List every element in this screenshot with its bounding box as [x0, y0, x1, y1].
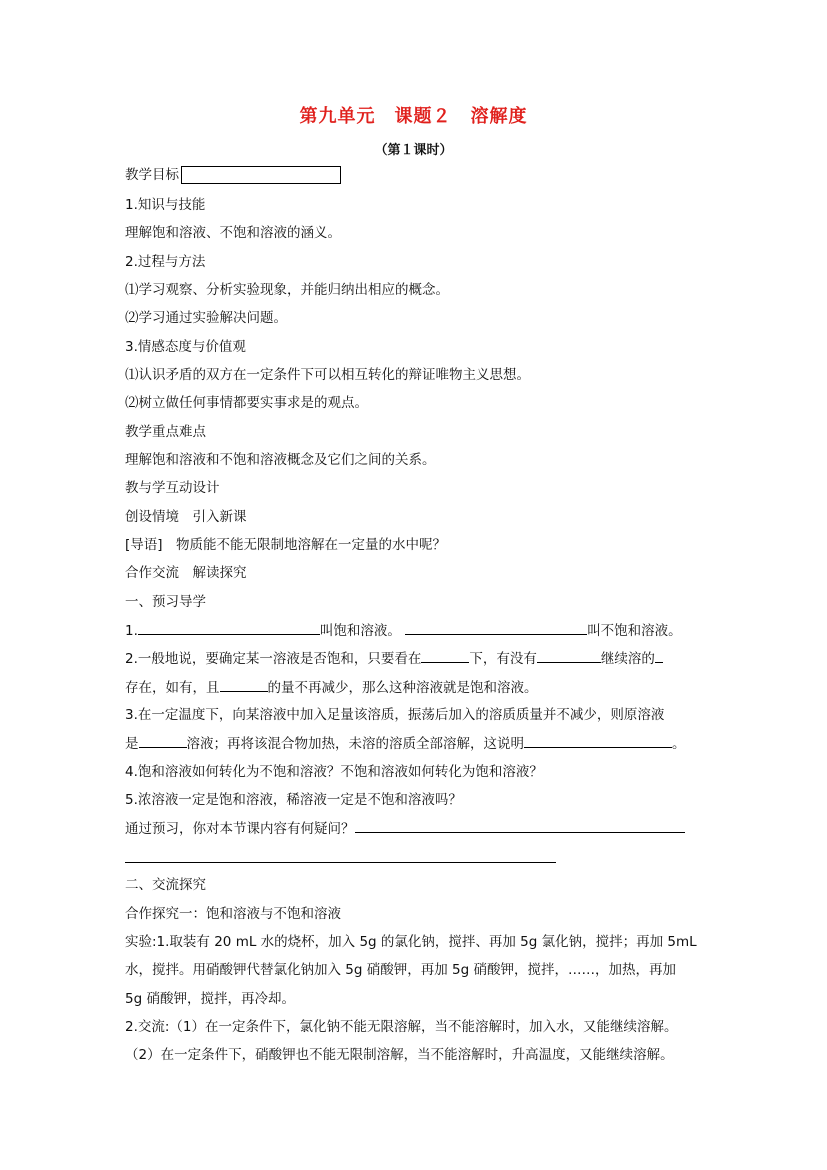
question-1: 1. 叫饱和溶液。 叫不饱和溶液。 [125, 620, 682, 641]
text-line: ⑵学习通过实验解决问题。 [125, 310, 287, 326]
exchange-text: 2.交流:（1）在一定条件下，氯化钠不能无限溶解，当不能溶解时，加入水，又能继续溶解。 [125, 1019, 678, 1035]
objectives-box [181, 166, 341, 184]
objectives-heading [125, 165, 341, 185]
answer-blank[interactable] [138, 620, 320, 635]
answer-blank[interactable] [355, 818, 685, 833]
exchange-text: （2）在一定条件下，硝酸钾也不能无限制溶解，当不能溶解时，升高温度，又能继续溶解。 [125, 1047, 674, 1063]
section-process-method: 2.过程与方法 [125, 254, 206, 270]
question-3: 3.在一定温度下，向某溶液中加入足量该溶质，振荡后加入的溶质质量并不减少，则原溶液 [125, 707, 665, 723]
objectives-label: 教学目标 [125, 167, 179, 183]
text-line: [导语] 物质能不能无限制地溶解在一定量的水中呢？ [125, 537, 447, 553]
section-interactive-design: 教与学互动设计 [125, 480, 220, 496]
answer-blank[interactable] [421, 648, 469, 663]
answer-blank[interactable] [537, 648, 601, 663]
section-attitude-values: 3.情感态度与价值观 [125, 339, 246, 355]
answer-blank[interactable] [524, 733, 672, 748]
text-line: ⑴认识矛盾的双方在一定条件下可以相互转化的辩证唯物主义思想。 [125, 367, 530, 383]
answer-blank[interactable] [655, 648, 663, 663]
experiment-text: 水，搅拌。用硝酸钾代替氯化钠加入 5g 硝酸钾，再加 5g 硝酸钾，搅拌，……，加热，再加 [125, 962, 676, 978]
question-2-cont: 存在，如有，且 的量不再减少，那么这种溶液就是饱和溶液。 [125, 677, 538, 698]
text-line: 理解饱和溶液、不饱和溶液的涵义。 [125, 225, 341, 241]
answer-blank[interactable] [220, 677, 268, 692]
question-5: 5.浓溶液一定是饱和溶液，稀溶液一定是不饱和溶液吗？ [125, 792, 462, 808]
section-key-points: 教学重点难点 [125, 424, 206, 440]
answer-blank[interactable] [405, 620, 587, 635]
text-line: 创设情境 引入新课 [125, 509, 247, 525]
section-knowledge-skills: 1.知识与技能 [125, 197, 206, 213]
inquiry-heading: 合作探究一：饱和溶液与不饱和溶液 [125, 906, 341, 922]
question-4: 4.饱和溶液如何转化为不饱和溶液？不饱和溶液如何转化为饱和溶液？ [125, 764, 543, 780]
question-3-cont: 是 溶液；再将该混合物加热，未溶的溶质全部溶解，这说明 。 [125, 733, 686, 754]
text-line: 合作交流 解读探究 [125, 565, 247, 581]
experiment-text: 5g 硝酸钾，搅拌，再冷却。 [125, 991, 295, 1007]
question-doubts: 通过预习，你对本节课内容有何疑问？ [125, 818, 685, 839]
answer-blank[interactable] [139, 733, 187, 748]
question-2: 2.一般地说，要确定某一溶液是否饱和，只要看在 下，有没有 继续溶的 [125, 648, 663, 669]
document-title: 第九单元 课题２ 溶解度 [299, 106, 528, 127]
section-preview: 一、预习导学 [125, 594, 206, 610]
experiment-text: 实验:1.取装有 20 mL 水的烧杯，加入 5g 的氯化钠，搅拌、再加 5g 氯化钠，搅拌；再加 5mL [125, 934, 697, 950]
text-line: ⑴学习观察、分析实验现象，并能归纳出相应的概念。 [125, 282, 449, 298]
answer-line[interactable] [125, 862, 556, 863]
section-exchange: 二、交流探究 [125, 877, 206, 893]
text-line: ⑵树立做任何事情都要实事求是的观点。 [125, 395, 368, 411]
text-line: 理解饱和溶液和不饱和溶液概念及它们之间的关系。 [125, 452, 436, 468]
lesson-subtitle: （第１课时） [374, 143, 453, 158]
